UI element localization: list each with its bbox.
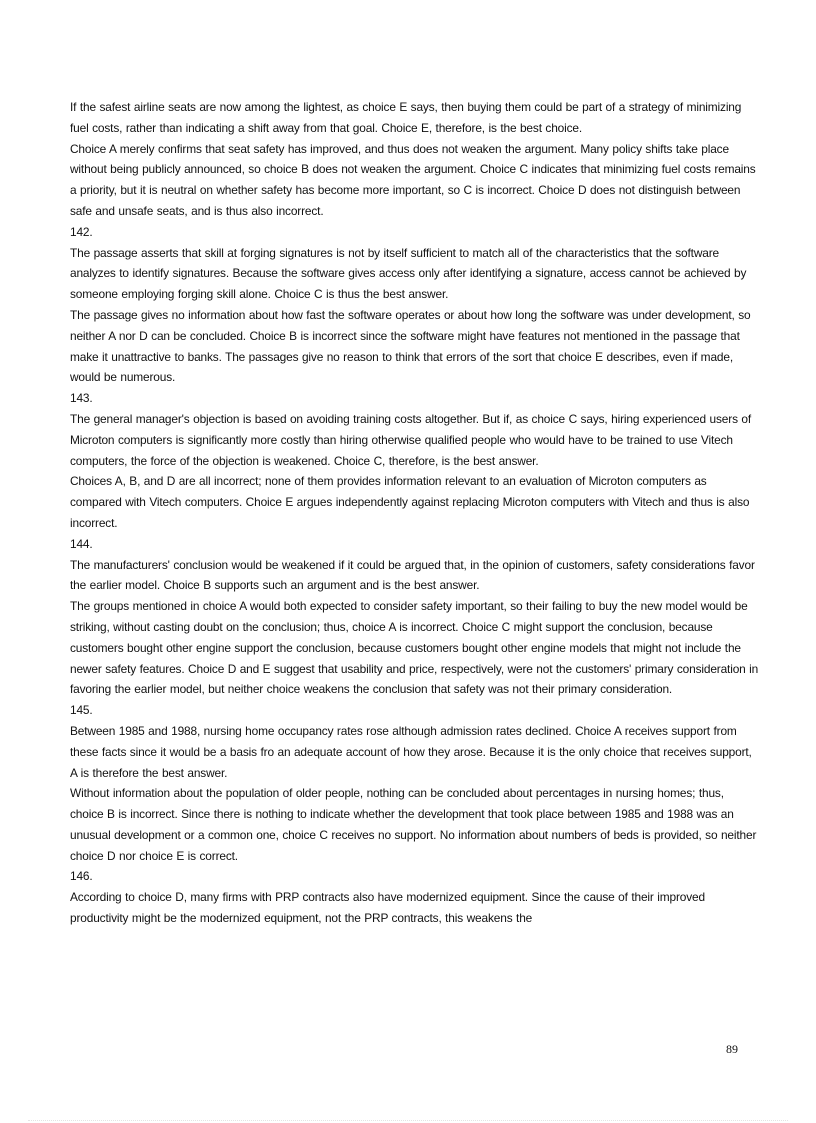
paragraph: The groups mentioned in choice A would both expected to consider safety important, so their failing to buy the new model would be striking, without casting doubt on the conclusion; thus, choice A is incorrect. Choice C might support the conclusion, because customers bought other engine support the conclusion, because customers bought other engine models that might not include the newer safety features. Choice D and E suggest that usability and price, respectively, were not the customers' primary consideration in favoring the earlier model, but neither choice weakens the conclusion that safety was not their primary consideration. [70,599,759,697]
paragraph: According to choice D, many firms with PRP contracts also have modernized equipment. Since the cause of their improved productivity might be the modernized equipment, not the PRP contracts, this weakens the [70,890,705,926]
paragraph: The passage gives no information about how fast the software operates or about how long the software was under development, so neither A nor D can be concluded. Choice B is incorrect since the software might have features not mentioned in the passage that make it unattractive to banks. The passages give no reason to think that errors of the sort that choice E describes, even if made, would be numerous. [70,307,751,385]
question-number: 142. [70,224,93,239]
paragraph: The manufacturers' conclusion would be weakened if it could be argued that, in the opinion of customers, safety considerations favor the earlier model. Choice B supports such an argument and is the best answer. [70,557,755,593]
question-number: 143. [70,391,93,406]
paragraph: The general manager's objection is based on avoiding training costs altogether. But if, as choice C says, hiring experienced users of Microton computers is significantly more costly than hiring otherwise qualified people who would have to be trained to use Vitech computers, the force of the objection is weakened. Choice C, therefore, is the best answer. [70,411,752,468]
document-body [70,97,760,929]
question-number: 146. [70,869,93,884]
paragraph: Without information about the population of older people, nothing can be concluded about percentages in nursing homes; thus, choice B is incorrect. Since there is nothing to indicate whether the development that took place between 1985 and 1988 was an unusual development or a common one, choice C receives no support. No information about numbers of beds is provided, so neither choice D nor choice E is correct. [70,786,757,863]
question-number: 145. [70,703,93,718]
paragraph: If the safest airline seats are now among the lightest, as choice E says, then buying them could be part of a strategy of minimizing fuel costs, rather than indicating a shift away from that goal. Choice E, therefore, is the best choice. [70,100,742,135]
paragraph: Between 1985 and 1988, nursing home occupancy rates rose although admission rates declined. Choice A receives support from these facts since it would be a basis fro an adequate account of how they arose. Because it is the only choice that receives support, A is therefore the best answer. [70,723,752,780]
paragraph: Choices A, B, and D are all incorrect; none of them provides information relevant to an evaluation of Microton computers as compared with Vitech computers. Choice E argues independently against replacing Microton computers with Vitech and thus is also incorrect. [70,474,750,530]
question-number: 144. [70,536,93,551]
page-number: 89 [726,1042,738,1056]
page-bottom-rule [28,1120,788,1122]
paragraph: The passage asserts that skill at forging signatures is not by itself sufficient to match all of the characteristics that the software analyzes to identify signatures. Because the software gives access only after identifying a signature, access cannot be achieved by someone employing forging skill alone. Choice C is thus the best answer. [70,245,747,302]
paragraph: Choice A merely confirms that seat safety has improved, and thus does not weaken the argument. Many policy shifts take place without being publicly announced, so choice B does not weaken the argument. Choice C indicates that minimizing fuel costs remains a priority, but it is neutral on whether safety has become more important, so C is incorrect. Choice D does not distinguish between safe and unsafe seats, and is thus also incorrect. [70,141,756,218]
